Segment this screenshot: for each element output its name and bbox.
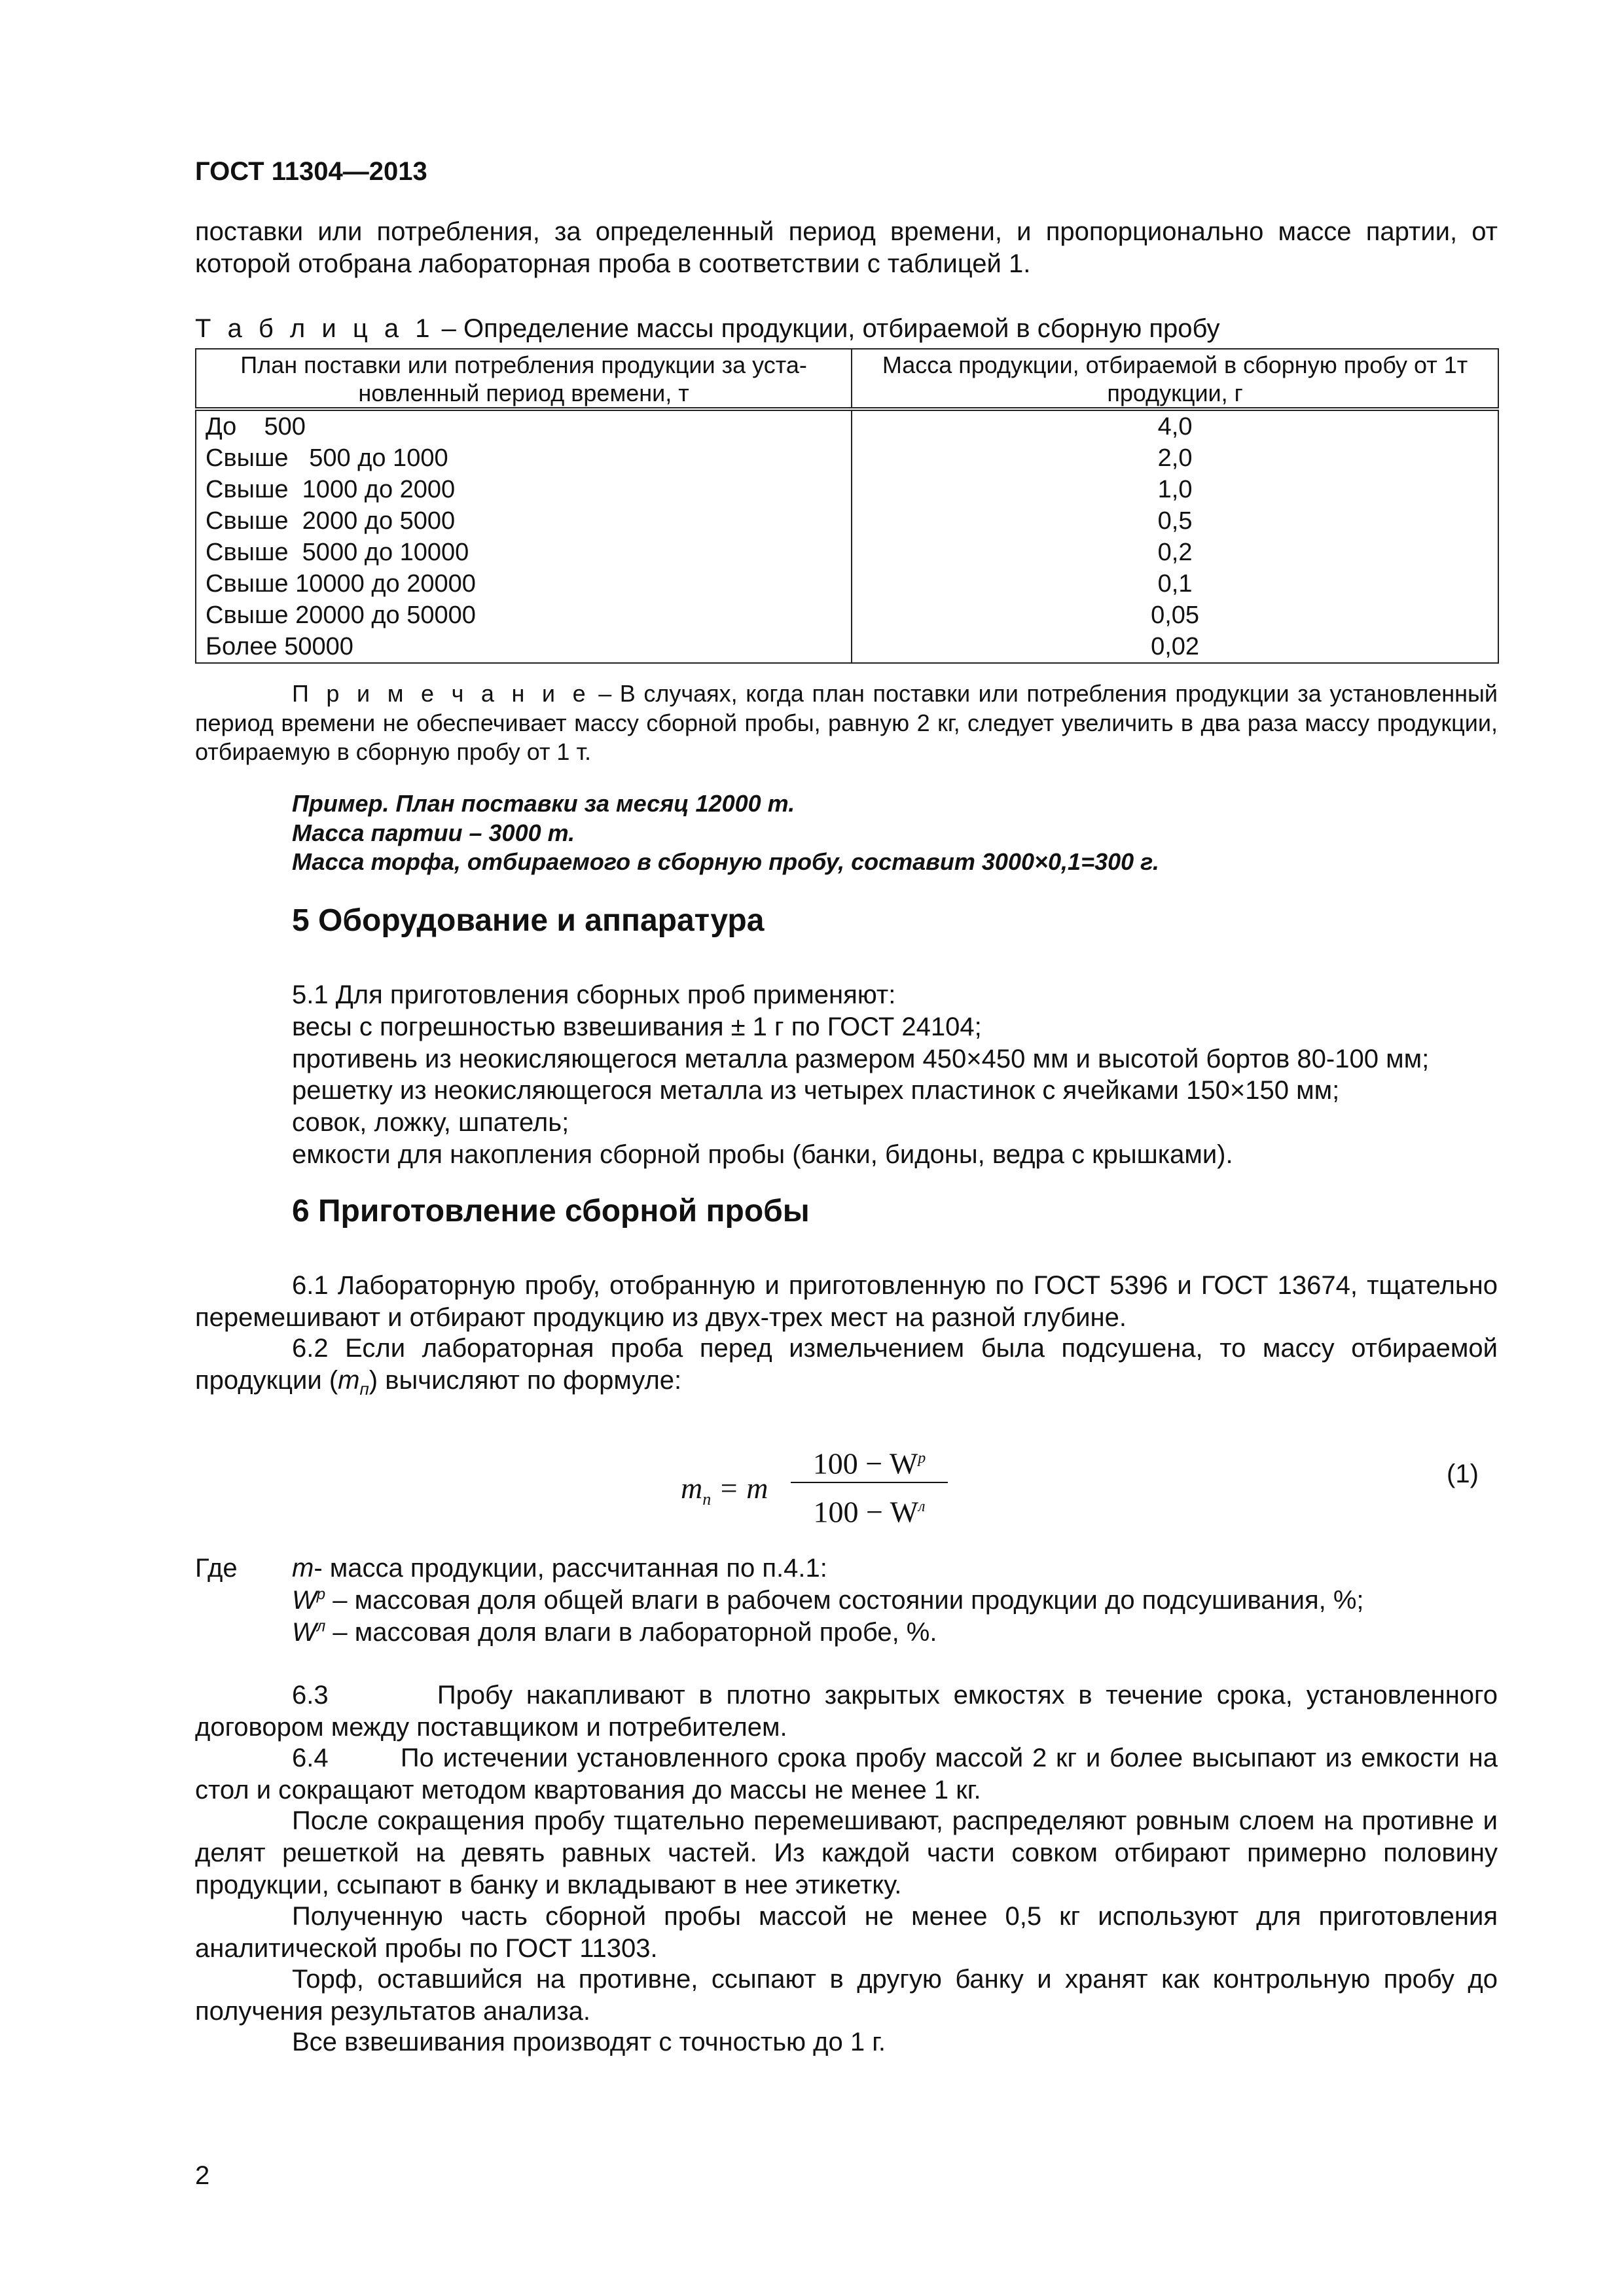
table-row [196,600,1498,631]
formula-eq: = m [711,1471,768,1505]
where-symbol: m [292,1554,314,1583]
table-caption-label: Т а б л и ц а 1 [195,314,435,343]
table-cell-plan: До 500 [196,409,852,442]
formula-m: m [681,1471,703,1505]
table-cell-plan: Свыше 10000 до 20000 [196,568,852,600]
formula-fraction [791,1437,948,1528]
paragraph-6-2 [195,1333,1498,1400]
table-row [196,409,1498,442]
equation-number: (1) [1447,1460,1479,1488]
paragraph-6-2-text: 6.2 Если лабораторная проба перед измельчением была подсушена, то массу отбираемой продукции ( [195,1334,1498,1395]
example-line: Пример. План поставки за месяц 12000 т. [292,790,795,817]
paragraph-weighing: Все взвешивания производят с точностью до 1 г. [292,2028,886,2056]
table-cell-mass: 2,0 [852,442,1498,474]
section-6-title: 6 Приготовление сборной пробы [292,1194,810,1229]
example-line: Масса партии – 3000 т. [292,819,575,846]
section-5-line: 5.1 Для приготовления сборных проб применяют: [292,980,896,1009]
formula-1 [681,1437,956,1535]
table-note [195,679,1498,767]
symbol-sub-p: п [359,1378,369,1399]
table-header-mass: Масса продукции, отбираемой в сборную пробу от 1т продукции, г [852,349,1498,409]
paragraph-6-1: 6.1 Лабораторную пробу, отобранную и приготовленную по ГОСТ 5396 и ГОСТ 13674, тщательно перемешивают и отбирают продукцию из двух-трех мест на разной глубине. [195,1271,1498,1332]
section-5-line: совок, ложку, шпатель; [292,1108,569,1138]
table-caption-text: – Определение массы продукции, отбираемой в сборную пробу [434,314,1220,343]
where-symbol: W [292,1617,317,1647]
denominator-text: 100 − W [813,1495,919,1529]
table-cell-plan: Свыше 2000 до 5000 [196,505,852,537]
denominator-sup: л [918,1498,926,1515]
table-cell-mass: 0,02 [852,631,1498,663]
document-header: ГОСТ 11304—2013 [195,157,427,186]
table-header-plan: План поставки или потребления продукции за уста-новленный период времени, т [196,349,852,409]
table-row [196,631,1498,663]
paragraph-control-sample: Торф, оставшийся на противне, ссыпают в другую банку и хранят как контрольную пробу до получения результатов анализа. [195,1965,1498,2026]
formula-lhs [681,1470,768,1510]
example-block [292,789,1159,877]
where-text: - масса продукции, рассчитанная по п.4.1: [314,1554,827,1583]
paragraph-6-2-tail: ) вычисляют по формуле: [369,1365,682,1395]
symbol-m: m [338,1365,360,1395]
table-cell-mass: 4,0 [852,409,1498,442]
formula-sub: п [702,1490,712,1509]
table-cell-mass: 0,1 [852,568,1498,600]
where-symbol: W [292,1585,317,1615]
table-cell-plan: Свыше 500 до 1000 [196,442,852,474]
paragraph-6-3: 6.3 Пробу накапливают в плотно закрытых емкостях в течение срока, установленного договором между поставщиком и потребителем. [195,1681,1506,1742]
table-cell-plan: Более 50000 [196,631,852,663]
where-text: – массовая доля влаги в лабораторной пробе, %. [325,1617,937,1647]
formula-numerator [791,1437,948,1479]
example-line: Масса торфа, отбираемого в сборную пробу, составит 3000×0,1=300 г. [292,848,1159,876]
table-cell-mass: 0,5 [852,505,1498,537]
section-5-line: решетку из неокисляющегося металла из четырех пластинок с ячейками 150×150 мм; [292,1076,1340,1105]
where-sup: р [316,1585,326,1604]
where-text: – массовая доля общей влаги в рабочем состоянии продукции до подсушивания, %; [325,1585,1364,1615]
table-row [196,474,1498,505]
section-5-line: емкости для накопления сборной пробы (банки, бидоны, ведра с крышками). [292,1139,1233,1169]
formula-denominator [791,1486,948,1528]
mass-table [195,348,1499,664]
table-caption [195,313,1220,345]
table-cell-mass: 1,0 [852,474,1498,505]
where-list [292,1552,1503,1648]
table-cell-plan: Свыше 5000 до 10000 [196,537,852,568]
where-line [292,1552,1503,1585]
table-cell-plan: Свыше 20000 до 50000 [196,600,852,631]
where-label: Где [195,1554,238,1583]
table-header-row [196,349,1498,409]
note-text: – В случаях, когда план поставки или потребления продукции за установленный период времени не обеспечивает массу сборной пробы, равную 2 кг, следует увеличить в два раза массу продукции, отбираемую в сборную пробу от 1 т. [195,680,1498,766]
section-5-line: весы с погрешностью взвешивания ± 1 г по ГОСТ 24104; [292,1012,982,1041]
fraction-bar [791,1482,948,1483]
page-number: 2 [195,2161,210,2190]
paragraph-after-reduction: После сокращения пробу тщательно перемешивают, распределяют ровным слоем на противне и делят решеткой на девять равных частей. Из каждой части совком отбирают примерно половину продукции, ссыпают в банку и вкладывают в нее этикетку. [195,1806,1498,1899]
table-row [196,505,1498,537]
section-5-title: 5 Оборудование и аппаратура [292,903,765,938]
numerator-text: 100 − W [812,1446,918,1480]
table-row [196,537,1498,568]
paragraph-6-4: 6.4 По истечении установленного срока пробу массой 2 кг и более высыпают из емкости на стол и сокращают методом квартования до массы не менее 1 кг. [195,1744,1506,1804]
table-row [196,568,1498,600]
table-cell-plan: Свыше 1000 до 2000 [196,474,852,505]
section-5-line: противень из неокисляющегося металла размером 450×450 мм и высотой бортов 80-100 мм; [292,1044,1430,1073]
table-cell-mass: 0,05 [852,600,1498,631]
intro-paragraph: поставки или потребления, за определенный период времени, и пропорционально массе партии, от которой отобрана лабораторная проба в соответствии с таблицей 1. [195,217,1498,278]
where-sup: л [316,1617,326,1636]
where-line [292,1617,1503,1649]
paragraph-analytical-sample: Полученную часть сборной пробы массой не менее 0,5 кг используют для приготовления аналитической пробы по ГОСТ 11303. [195,1902,1498,1963]
numerator-sup: р [918,1450,926,1467]
section-5-list [292,979,1429,1171]
table-cell-mass: 0,2 [852,537,1498,568]
table-row [196,442,1498,474]
note-label: П р и м е ч а н и е [292,680,590,707]
where-line [292,1585,1503,1617]
